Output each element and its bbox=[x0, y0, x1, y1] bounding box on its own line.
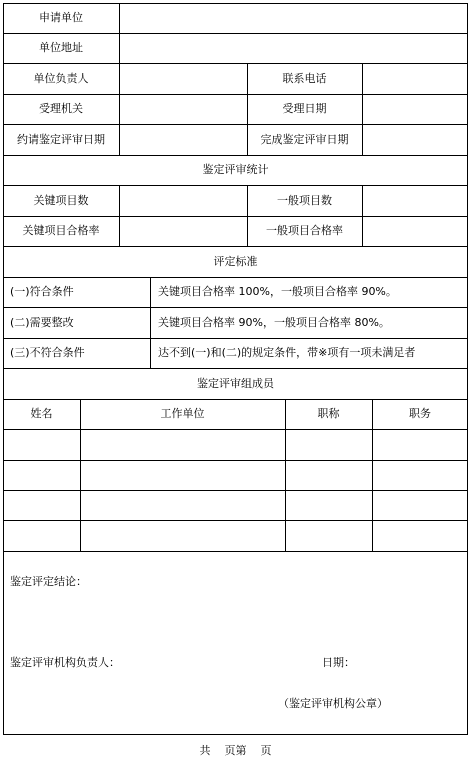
rule bbox=[3, 185, 468, 186]
rule bbox=[3, 277, 468, 278]
label-completion-date: 完成鉴定评审日期 bbox=[260, 133, 349, 146]
criteria-label: (一)符合条件 bbox=[10, 285, 74, 298]
rule bbox=[150, 277, 151, 368]
label-key-pass-rate: 关键项目合格率 bbox=[22, 224, 100, 237]
rule bbox=[3, 63, 468, 64]
label-applicant-unit: 申请单位 bbox=[39, 11, 83, 24]
rule bbox=[119, 3, 120, 155]
criteria-label: (三)不符合条件 bbox=[10, 346, 85, 359]
label-appointment-date: 约请鉴定评审日期 bbox=[17, 133, 105, 146]
label-acceptance-date: 受理日期 bbox=[282, 102, 327, 115]
column-header-position: 职务 bbox=[409, 407, 431, 420]
rule bbox=[3, 429, 468, 430]
section-title-members: 鉴定评审组成员 bbox=[197, 377, 274, 390]
criteria-text: 关键项目合格率 100%，一般项目合格率 90%。 bbox=[158, 285, 397, 298]
rule bbox=[362, 185, 363, 246]
label-unit-address: 单位地址 bbox=[39, 41, 83, 54]
label-general-items: 一般项目数 bbox=[277, 194, 332, 207]
rule bbox=[3, 338, 468, 339]
section-title-criteria: 评定标准 bbox=[213, 255, 258, 268]
rule bbox=[3, 368, 468, 369]
criteria-text: 达不到(一)和(二)的规定条件，带※项有一项未满足者 bbox=[158, 346, 416, 359]
rule bbox=[3, 551, 468, 552]
rule bbox=[3, 520, 468, 521]
rule bbox=[3, 307, 468, 308]
rule bbox=[80, 399, 81, 551]
rule bbox=[362, 63, 363, 155]
label-key-items: 关键项目数 bbox=[33, 194, 89, 207]
column-header-title: 职称 bbox=[317, 407, 340, 420]
rule bbox=[3, 216, 468, 217]
section-title-stats: 鉴定评审统计 bbox=[202, 163, 269, 176]
label-contact-phone: 联系电话 bbox=[282, 72, 327, 85]
rule bbox=[3, 490, 468, 491]
rule bbox=[285, 399, 286, 551]
rule bbox=[3, 246, 468, 247]
label-unit-head: 单位负责人 bbox=[33, 72, 89, 85]
criteria-label: (二)需要整改 bbox=[10, 316, 74, 329]
column-header-name: 姓名 bbox=[30, 407, 53, 420]
label-general-pass-rate: 一般项目合格率 bbox=[266, 224, 343, 237]
rule bbox=[3, 124, 468, 125]
label-accepting-agency: 受理机关 bbox=[39, 102, 83, 115]
criteria-text: 关键项目合格率 90%，一般项目合格率 80%。 bbox=[158, 316, 390, 329]
rule bbox=[3, 94, 468, 95]
agency-head-label: 鉴定评审机构负责人： bbox=[10, 656, 120, 669]
rule bbox=[3, 155, 468, 156]
date-label: 日期： bbox=[322, 656, 355, 669]
page-footer: 共 页第 页 bbox=[199, 744, 272, 757]
rule bbox=[3, 460, 468, 461]
rule bbox=[119, 185, 120, 246]
conclusion-label: 鉴定评定结论： bbox=[10, 575, 87, 588]
agency-seal-text: （鉴定评审机构公章） bbox=[278, 697, 388, 710]
rule bbox=[3, 399, 468, 400]
column-header-work-unit: 工作单位 bbox=[160, 407, 205, 420]
rule bbox=[3, 33, 468, 34]
rule bbox=[372, 399, 373, 551]
